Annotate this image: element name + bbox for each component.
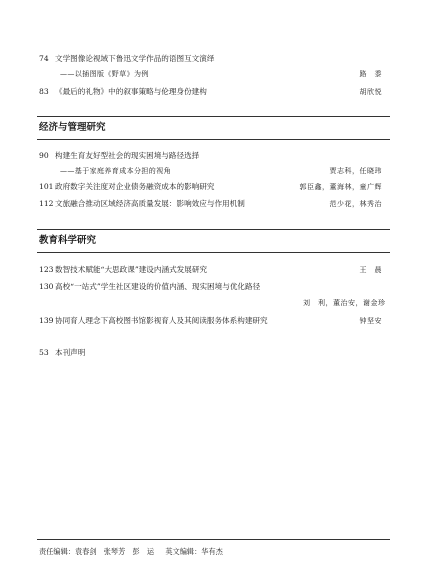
entry-line bbox=[0, 53, 427, 65]
page-number: 74 bbox=[39, 54, 49, 63]
entry-author: 郭臣鑫，董海林，童广辉 bbox=[299, 183, 382, 191]
page-number: 101 bbox=[39, 182, 54, 191]
page-number: 123 bbox=[39, 265, 54, 274]
entry-title: 文旅融合推动区域经济高质量发展：影响效应与作用机制 bbox=[55, 199, 245, 208]
entry-author: 范少花，林秀治 bbox=[329, 200, 382, 208]
page-number: 139 bbox=[39, 316, 54, 325]
entry-author: 胡欣悦 bbox=[359, 88, 382, 96]
section-heading: 教育科学研究 bbox=[39, 235, 97, 246]
entry-subtitle-line bbox=[0, 68, 427, 80]
entry-title: 构建生育友好型社会的现实困境与路径选择 bbox=[55, 151, 200, 160]
toc-entry bbox=[0, 198, 427, 210]
english-editor: 英文编辑：华有杰 bbox=[165, 547, 223, 556]
toc-entry bbox=[0, 86, 427, 98]
entry-subtitle: ——基于家庭养育成本分担的视角 bbox=[60, 167, 171, 175]
entry-title: 本刊声明 bbox=[55, 348, 86, 357]
entry-title: 数智技术赋能“大思政课”建设内涵式发展研究 bbox=[55, 265, 208, 274]
section-divider bbox=[37, 139, 390, 140]
entry-title: 高校“一站式”学生社区建设的价值内涵、现实困境与优化路径 bbox=[55, 282, 261, 291]
entry-subtitle-line bbox=[0, 165, 427, 177]
responsible-editors: 责任编辑：袁春剑 张琴芳 彭 运 bbox=[39, 547, 155, 556]
page-number: 130 bbox=[39, 282, 54, 291]
entry-title: 《最后的礼物》中的叙事策略与伦理身份建构 bbox=[55, 87, 207, 96]
entry-line bbox=[0, 281, 427, 293]
entry-author-line bbox=[0, 297, 427, 309]
page-number: 53 bbox=[39, 348, 49, 357]
footer-credits bbox=[39, 546, 232, 558]
page-number: 112 bbox=[39, 199, 54, 208]
entry-author: 钟坚安 bbox=[359, 317, 382, 325]
toc-entry bbox=[0, 347, 427, 359]
section-divider bbox=[37, 229, 390, 230]
page-number: 83 bbox=[39, 87, 49, 96]
section-divider bbox=[37, 116, 390, 117]
footer-divider bbox=[37, 539, 390, 540]
entry-title: 协同育人理念下高校图书馆影视育人及其阅读服务体系构建研究 bbox=[55, 316, 268, 325]
entry-author: 刘 利，董治安，谢金珍 bbox=[303, 299, 386, 307]
entry-author: 路 黍 bbox=[359, 70, 382, 78]
entry-author: 贾志科，任晓玮 bbox=[329, 167, 382, 175]
entry-line bbox=[0, 150, 427, 162]
section-divider bbox=[37, 252, 390, 253]
entry-subtitle: ——以插图版《野草》为例 bbox=[60, 70, 149, 78]
toc-entry bbox=[0, 181, 427, 193]
page-number: 90 bbox=[39, 151, 49, 160]
entry-title: 文学图像论视域下鲁迅文学作品的语图互文演绎 bbox=[55, 54, 215, 63]
toc-entry bbox=[0, 315, 427, 327]
section-heading: 经济与管理研究 bbox=[39, 122, 106, 133]
toc-entry bbox=[0, 264, 427, 276]
entry-author: 王 晨 bbox=[359, 266, 382, 274]
entry-title: 政府数字关注度对企业债务融资成本的影响研究 bbox=[55, 182, 215, 191]
